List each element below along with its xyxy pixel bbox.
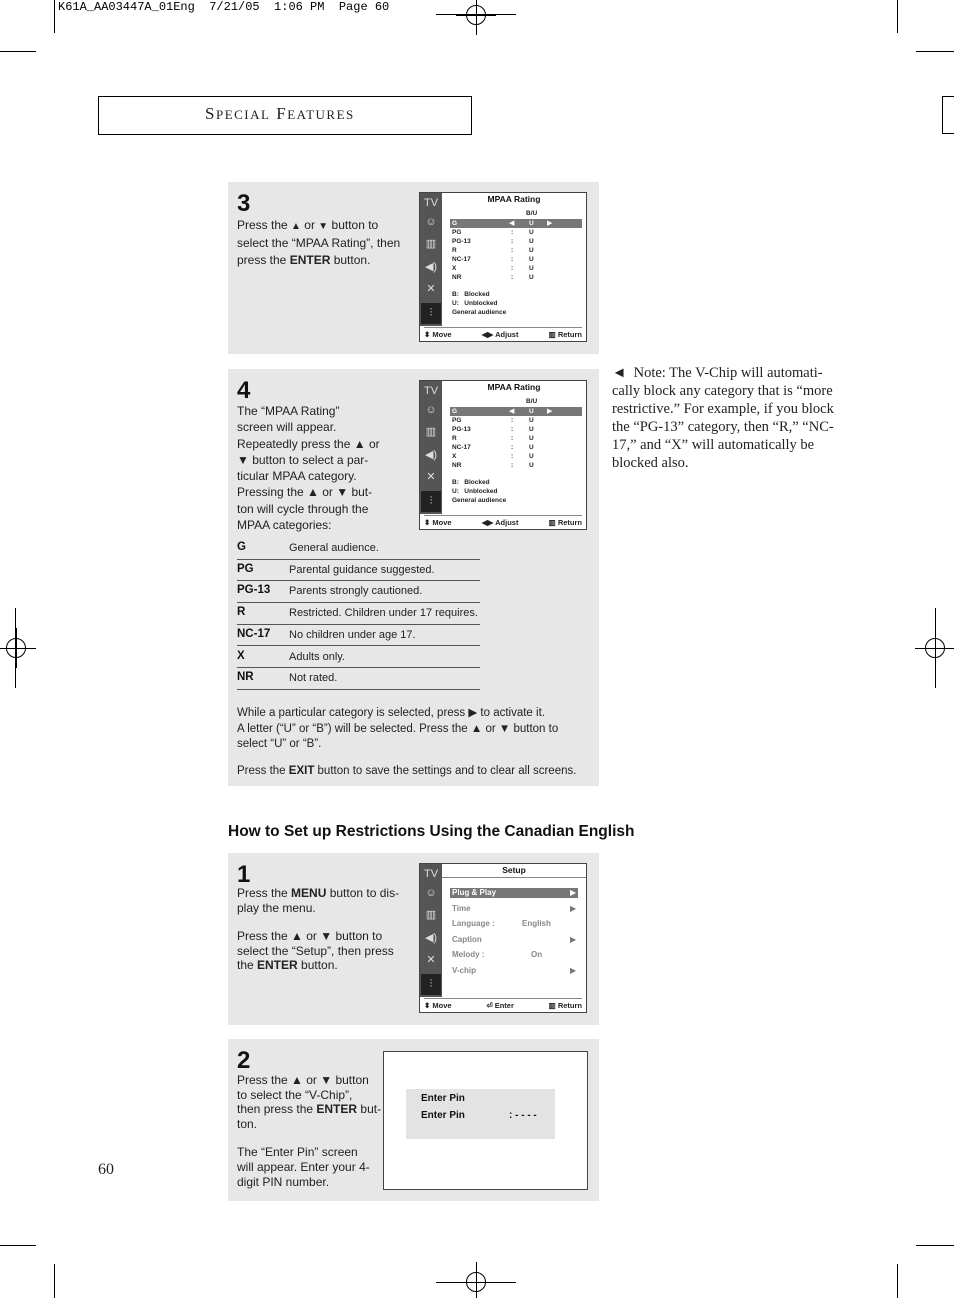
setup-menu-value: English (522, 919, 551, 928)
setup-menu-item[interactable]: Time (452, 903, 471, 913)
adjust-icon: ◀▶ (481, 330, 494, 339)
tv-icon: TV (423, 868, 439, 880)
screen-title: Setup (502, 865, 526, 875)
selected-row-highlight (450, 219, 582, 228)
input-icon: ⫶ (421, 491, 441, 512)
right-arrow-icon[interactable]: ▶ (547, 220, 553, 227)
step-3-panel (228, 182, 599, 354)
row-separator: : (511, 462, 514, 469)
crop-mark (54, 1264, 55, 1298)
rating-row-value[interactable]: U (529, 256, 534, 263)
rating-row-value[interactable]: U (529, 417, 534, 424)
pin-label: Enter Pin (421, 1110, 465, 1121)
column-header: B/U (526, 398, 538, 405)
row-separator: : (511, 444, 514, 451)
category-description: Parents strongly cautioned. (289, 585, 423, 598)
v-chip-note: ◄ Note: The V-Chip will automati-cally block any category that is “more restrictive.” For example, if you block the “PG-13” category, then “R,” “NC-17,” and “X” will automatically be blocked also. (612, 365, 834, 471)
move-icon: ⬍ (424, 330, 431, 339)
step-1-panel (228, 853, 599, 1025)
return-icon: ▥ (548, 330, 556, 339)
legend-line: U: Unblocked (452, 488, 498, 495)
pin-dialog-title: Enter Pin (421, 1093, 465, 1104)
rating-row-label: X (452, 453, 457, 460)
table-row (237, 560, 480, 582)
row-separator: : (511, 238, 514, 245)
channel-icon: ▥ (425, 238, 437, 250)
registration-mark-icon (456, 1262, 496, 1298)
chevron-right-icon: ▶ (570, 934, 577, 944)
category-description: Adults only. (289, 650, 346, 663)
row-separator: : (511, 274, 514, 281)
setup-menu-item[interactable]: V-chip (452, 965, 477, 975)
step-number: 1 (237, 861, 251, 888)
channel-icon: ▥ (425, 909, 437, 921)
row-separator: : (511, 417, 514, 424)
rating-row-label: G (452, 220, 458, 227)
step-2-text: Press the ▲ or ▼ button to select the “V-Chip”, then press the ENTER but- ton. The “Enter Pin” screen will appear. Enter your 4- digit PIN number. (237, 1073, 382, 1189)
step-number: 2 (237, 1047, 251, 1074)
registration-mark-icon (0, 628, 36, 668)
rating-row-value[interactable]: U (529, 462, 534, 469)
sound-icon: ◀) (424, 932, 438, 944)
legend-line: B: Blocked (452, 479, 490, 486)
legend-line: General audience (452, 309, 507, 316)
table-row (237, 603, 480, 625)
rating-row-value[interactable]: U (529, 238, 534, 245)
row-separator: : (511, 229, 514, 236)
setup-menu-item[interactable]: Language : (452, 919, 495, 928)
step-4-text: The “MPAA Rating” screen will appear. Repeatedly press the ▲ or ▼ button to select a par- ticular MPAA category. Pressing the ▲ or ▼ but- ton will cycle through the MPAA categories: (237, 404, 380, 533)
screen-title: MPAA Rating (487, 382, 541, 392)
enter-pin-screen (383, 1051, 588, 1190)
registration-mark-icon (456, 0, 496, 35)
section-header-title: SPECIAL FEATURES (205, 104, 355, 123)
row-separator: : (511, 256, 514, 263)
screen-footer: ⬍ Move ⏎ Enter ▥ Return (424, 998, 582, 1010)
input-icon: ⫶ (421, 974, 441, 995)
rating-row-label: NR (452, 462, 462, 469)
category-description: General audience. (289, 542, 379, 554)
rating-row-label: NC-17 (452, 444, 471, 451)
rating-row-value[interactable]: U (529, 444, 534, 451)
legend-line: B: Blocked (452, 291, 490, 298)
setup-menu-item[interactable]: Caption (452, 934, 482, 944)
crop-mark (0, 51, 36, 52)
category-description: Parental guidance suggested. (289, 563, 435, 576)
rating-row-label: X (452, 265, 457, 272)
setup-screen (419, 863, 587, 1013)
input-icon: ⫶ (421, 303, 441, 324)
enter-icon: ⏎ (486, 1001, 493, 1010)
picture-icon: ☺ (425, 216, 437, 228)
print-slug: K61A_AA03447A_01Eng 7/21/05 1:06 PM Page 60 (58, 0, 390, 14)
category-code: PG-13 (237, 584, 271, 597)
adjust-icon: ◀▶ (481, 518, 494, 527)
step-2-panel (228, 1039, 599, 1201)
legend-line: U: Unblocked (452, 300, 498, 307)
rating-row-value[interactable]: U (529, 408, 534, 415)
rating-row-label: PG-13 (452, 426, 471, 433)
page-number: 60 (98, 1161, 114, 1178)
legend-line: General audience (452, 497, 507, 504)
rating-row-value[interactable]: U (529, 426, 534, 433)
registration-mark-icon (915, 628, 954, 668)
note-arrow-icon: ◄ (612, 365, 627, 381)
rating-row-value[interactable]: U (529, 247, 534, 254)
step-number: 3 (237, 190, 251, 217)
return-icon: ▥ (548, 518, 556, 527)
table-row (237, 668, 480, 690)
category-code: PG (237, 562, 254, 575)
row-separator: : (511, 435, 514, 442)
left-arrow-icon[interactable]: ◀ (509, 220, 515, 227)
rating-row-value[interactable]: U (529, 265, 534, 272)
step-1-text: Press the MENU button to dis- play the menu. Press the ▲ or ▼ button to select the “Setup”, then press the ENTER button. (237, 886, 400, 972)
category-code: G (237, 541, 246, 553)
crop-mark (916, 51, 954, 52)
rating-row-value[interactable]: U (529, 435, 534, 442)
crop-mark (54, 0, 55, 33)
category-code: NC-17 (237, 627, 271, 640)
picture-icon: ☺ (425, 887, 437, 899)
mpaa-rating-screen (419, 192, 587, 342)
crop-mark (897, 0, 898, 33)
category-code: NR (237, 671, 254, 684)
step-4-instructions: While a particular category is selected, press ▶ to activate it. A letter (“U” or “B”) will be selected. Press the ▲ or ▼ button to select “U” or “B”. (237, 707, 559, 750)
screen-footer: ⬍ Move ◀▶ Adjust ▥ Return (424, 327, 582, 339)
selected-row-highlight (450, 407, 582, 416)
menu-sidebar (420, 864, 442, 997)
table-row (237, 625, 480, 647)
rating-row-value[interactable]: U (529, 274, 534, 281)
category-description: Not rated. (289, 672, 338, 685)
category-code: X (237, 649, 245, 662)
move-icon: ⬍ (424, 1001, 431, 1010)
step-number: 4 (237, 377, 251, 404)
picture-icon: ☺ (425, 404, 437, 416)
column-header: B/U (526, 210, 538, 217)
category-description: No children under age 17. (289, 628, 416, 641)
row-separator: : (511, 265, 514, 272)
rating-row-label: R (452, 247, 457, 254)
setup-menu-item[interactable]: Melody : (452, 950, 485, 959)
category-description: Restricted. Children under 17 requires. (289, 607, 478, 620)
chevron-right-icon: ▶ (570, 888, 577, 897)
rating-row-value[interactable]: U (529, 220, 534, 227)
rating-row-label: NR (452, 274, 462, 281)
mpaa-rating-screen (419, 380, 587, 530)
setup-menu-item[interactable]: Plug & Play (452, 888, 497, 897)
title-divider (442, 877, 586, 878)
row-separator: : (511, 453, 514, 460)
pin-dialog (406, 1089, 555, 1139)
screen-footer: ⬍ Move ◀▶ Adjust ▥ Return (424, 515, 582, 527)
rating-row-value[interactable]: U (529, 229, 534, 236)
setup-icon: ✕ (426, 283, 436, 295)
row-separator: : (511, 426, 514, 433)
table-row (237, 538, 480, 560)
step-4-exit-text: Press the EXIT button to save the settings and to clear all screens. (237, 765, 577, 777)
page-tab-marker (942, 96, 954, 134)
screen-title: MPAA Rating (487, 194, 541, 204)
menu-sidebar (420, 381, 442, 514)
step-3-text: Press the ▲ or ▼ button to select the “MPAA Rating”, then press the ENTER button. (237, 218, 401, 267)
rating-row-value[interactable]: U (529, 453, 534, 460)
rating-row-label: PG (452, 229, 462, 236)
canadian-english-heading: How to Set up Restrictions Using the Canadian English (228, 823, 635, 840)
left-arrow-icon[interactable]: ◀ (509, 408, 515, 415)
rating-row-label: PG (452, 417, 462, 424)
sound-icon: ◀) (424, 261, 438, 273)
tv-icon: TV (423, 197, 439, 209)
move-icon: ⬍ (424, 518, 431, 527)
setup-icon: ✕ (426, 471, 436, 483)
chevron-right-icon: ▶ (570, 965, 577, 975)
setup-menu-value: On (531, 950, 543, 959)
pin-input[interactable]: : - - - - (509, 1110, 537, 1121)
crop-mark (897, 1264, 898, 1298)
menu-sidebar (420, 193, 442, 326)
chevron-right-icon: ▶ (570, 903, 577, 913)
channel-icon: ▥ (425, 426, 437, 438)
tv-icon: TV (423, 385, 439, 397)
return-icon: ▥ (548, 1001, 556, 1010)
rating-row-label: PG-13 (452, 238, 471, 245)
sound-icon: ◀) (424, 449, 438, 461)
row-separator: : (511, 247, 514, 254)
rating-row-label: R (452, 435, 457, 442)
crop-mark (916, 1245, 954, 1246)
rating-row-label: NC-17 (452, 256, 471, 263)
setup-icon: ✕ (426, 954, 436, 966)
table-row (237, 647, 480, 669)
crop-mark (0, 1245, 36, 1246)
rating-row-label: G (452, 408, 458, 415)
table-row (237, 581, 480, 603)
category-code: R (237, 606, 246, 619)
right-arrow-icon[interactable]: ▶ (547, 408, 553, 415)
